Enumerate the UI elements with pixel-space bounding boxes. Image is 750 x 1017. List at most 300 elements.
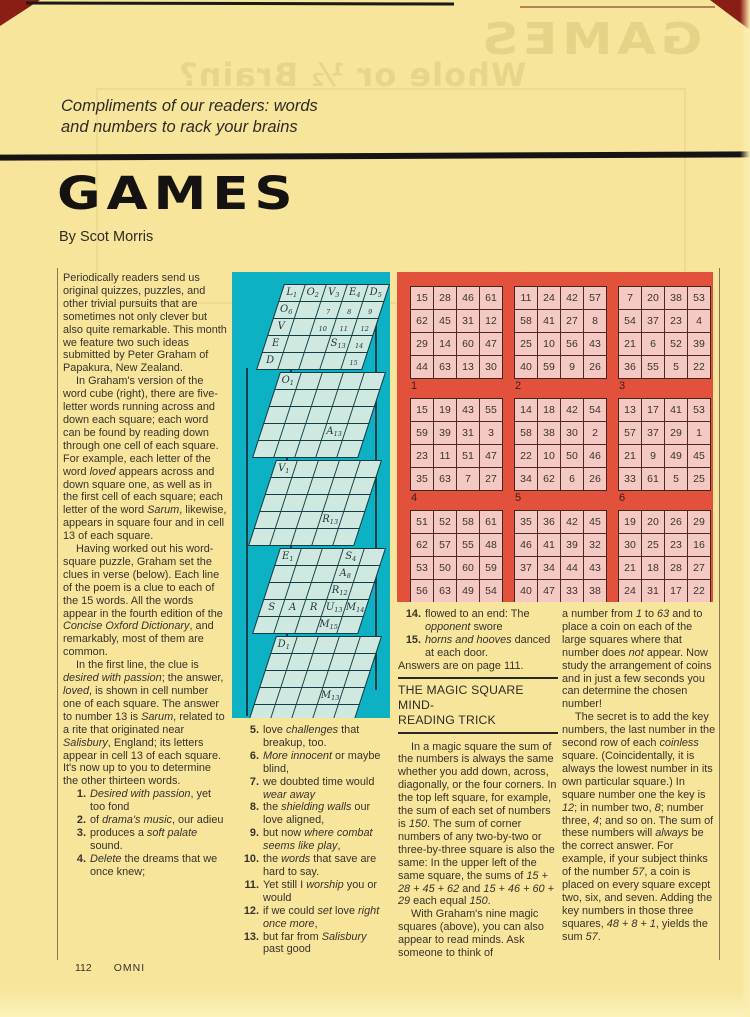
magic-cell: 14: [515, 399, 537, 421]
word-cell: $E_1$: [275, 549, 300, 565]
magic-square-3: [618, 286, 711, 398]
magic-cell: 26: [584, 356, 606, 378]
magic-square-6: [618, 398, 711, 510]
magic-cell: 63: [434, 468, 456, 490]
magic-cell: 46: [584, 445, 606, 467]
magic-cell: 45: [434, 310, 456, 332]
clue-item: [398, 608, 558, 634]
magic-cell: 39: [561, 534, 583, 556]
clue-number: 5.: [249, 724, 259, 736]
magic-cell: 39: [434, 422, 456, 444]
magic-cell: 57: [584, 287, 606, 309]
clue-number: 7.: [249, 775, 259, 788]
magic-cell: 27: [480, 468, 502, 490]
magic-cell: 42: [561, 287, 583, 309]
magic-cell: 28: [434, 287, 456, 309]
page-footer: [75, 962, 145, 974]
byline: By Scot Morris: [59, 229, 154, 245]
word-cell: $S_4$: [338, 549, 363, 565]
magic-cell: 31: [457, 310, 479, 332]
magic-cell: 22: [688, 356, 710, 378]
magic-cell: 55: [457, 534, 479, 556]
cube-frame-line: [246, 368, 248, 716]
clue-number: 11.: [244, 878, 259, 891]
magic-square-grid: [618, 286, 711, 379]
magic-cell: 53: [688, 287, 710, 309]
clue-text: produces a soft palate sound.: [90, 826, 198, 852]
clue-number: 13.: [243, 930, 259, 943]
clue-item: [236, 931, 388, 957]
magic-cell: 63: [434, 356, 456, 378]
magic-cell: 36: [619, 356, 641, 378]
magic-cell: 60: [457, 333, 479, 355]
word-cell: [348, 407, 373, 423]
clue-text: of drama's music, our adieu: [90, 814, 224, 827]
clue-text: Desired with passion, yet too fond: [90, 788, 212, 814]
intro-paragraph: Having worked out his word-square puzzle, Graham set the clues in verse (below). Each line of the poem is a clue to each of the 15 words. All the words appear in the fourth edition of the Concise Oxford Dictionary, and remarkably, most of them are common.: [63, 543, 223, 659]
word-cell: [343, 424, 368, 440]
column-trick: [398, 608, 558, 960]
word-grid-square-1: [256, 284, 390, 370]
games-logo: GAMES: [57, 167, 299, 220]
magic-cell: 33: [619, 468, 641, 490]
magic-square-8: [514, 510, 607, 602]
word-grid-square-5: [248, 636, 382, 718]
magic-cell: 23: [665, 534, 687, 556]
magic-cell: 52: [665, 333, 687, 355]
magic-cell: 5: [665, 356, 687, 378]
magic-cell: 59: [480, 557, 502, 579]
magic-cell: 12: [480, 310, 502, 332]
magic-cell: 26: [665, 511, 687, 533]
column-secret: [562, 608, 719, 944]
magic-cell: 47: [538, 580, 560, 602]
word-cell: 14: [347, 336, 372, 352]
scan-edge-line: [26, 1, 454, 5]
tagline: [61, 96, 318, 138]
magic-cell: 7: [619, 287, 641, 309]
clue-list-5-13: [236, 724, 388, 956]
magic-cell: 61: [480, 511, 502, 533]
word-cell: 8: [337, 302, 362, 318]
magic-cell: 59: [411, 422, 433, 444]
clue-list-14-15: [398, 608, 558, 660]
magic-cell: 49: [665, 445, 687, 467]
magic-cell: 46: [457, 287, 479, 309]
clue-number: 12.: [243, 904, 259, 917]
clue-number: 4.: [76, 852, 86, 865]
trick-paragraph: With Graham's nine magic squares (above), you can also appear to read minds. Ask someone to think of: [398, 908, 544, 960]
column-clues: [236, 724, 388, 956]
word-cell: $U_{13}$: [322, 600, 347, 616]
word-grid-square-4: [252, 548, 386, 634]
magic-cell: 30: [619, 534, 641, 556]
clue-item: [63, 853, 228, 879]
magic-cell: 24: [538, 287, 560, 309]
word-grid-square-3: [248, 460, 382, 546]
clue-number: 9.: [249, 827, 259, 840]
magic-squares-panel: [397, 272, 713, 602]
magic-cell: 11: [515, 287, 537, 309]
word-cell: S: [259, 600, 284, 616]
magic-cell: 61: [642, 468, 664, 490]
magic-square-label: 3: [619, 380, 626, 392]
clue-number: 8.: [249, 801, 259, 814]
page-curl-band: [0, 990, 750, 1017]
word-cell: [344, 495, 369, 511]
heading-rule-bottom: [398, 732, 558, 734]
magic-cell: 54: [480, 580, 502, 602]
magic-square-label: 5: [515, 492, 522, 504]
magic-cell: 29: [411, 333, 433, 355]
magic-cell: 33: [561, 580, 583, 602]
clue-text: we doubted time would wear away: [263, 775, 375, 801]
word-cell: [354, 566, 379, 582]
tagline-line2: and numbers to rack your brains: [61, 118, 298, 136]
magic-cell: 54: [619, 310, 641, 332]
magic-cell: 28: [665, 557, 687, 579]
magic-cell: 37: [642, 422, 664, 444]
clue-text: love challenges that breakup, too.: [263, 724, 360, 749]
magic-square-grid: [514, 510, 607, 602]
word-cell: [339, 512, 364, 528]
magic-cell: 58: [515, 310, 537, 332]
magic-cell: 57: [619, 422, 641, 444]
word-cell: [344, 671, 369, 687]
bleedthrough-games-title: GAMES: [477, 14, 703, 65]
clue-text: the shielding walls our love aligned,: [263, 801, 371, 827]
magic-cell: 30: [561, 422, 583, 444]
magic-cell: 11: [434, 445, 456, 467]
clue-item: [63, 788, 228, 814]
magic-cell: 56: [411, 580, 433, 602]
magic-cell: 53: [688, 399, 710, 421]
clue-number: 10.: [243, 853, 259, 866]
word-cell: $O_6$: [274, 302, 299, 318]
word-cell: $O_1$: [275, 373, 300, 389]
magic-cell: 40: [515, 580, 537, 602]
magic-square-grid: [410, 398, 503, 491]
word-cell: [348, 583, 373, 599]
clue-number: 6.: [249, 749, 259, 762]
magic-square-label: 2: [515, 380, 522, 392]
magic-cell: 43: [584, 333, 606, 355]
word-cell: [350, 478, 375, 494]
magic-cell: 19: [619, 511, 641, 533]
magic-cell: 3: [480, 422, 502, 444]
clue-item: [236, 827, 388, 853]
heading-rule-top: [398, 677, 558, 679]
magic-cell: 34: [538, 557, 560, 579]
magic-cell: 9: [561, 356, 583, 378]
clue-item: [236, 905, 388, 931]
magic-cell: 56: [561, 333, 583, 355]
magic-cell: 2: [584, 422, 606, 444]
magic-cell: 63: [434, 580, 456, 602]
magic-cell: 29: [688, 511, 710, 533]
page-number: 112: [75, 962, 92, 974]
word-cell: $V_3$: [321, 285, 346, 301]
magic-cell: 42: [561, 511, 583, 533]
magic-cell: 44: [411, 356, 433, 378]
magic-squares-grid: [410, 286, 711, 602]
word-cell: [359, 549, 384, 565]
magic-cell: 9: [642, 445, 664, 467]
word-cell: V: [268, 319, 293, 335]
magic-cell: 37: [515, 557, 537, 579]
clue-text: but far from Salisbury past good: [263, 930, 367, 956]
magic-cell: 18: [538, 399, 560, 421]
magic-cell: 17: [642, 399, 664, 421]
word-cube-panel: [232, 272, 390, 718]
word-cell: 15: [341, 353, 366, 369]
word-grid-square-2: [252, 372, 386, 458]
word-cell: [355, 637, 380, 653]
magic-cell: 49: [457, 580, 479, 602]
word-cell: [355, 461, 380, 477]
magic-cell: 5: [665, 468, 687, 490]
magic-cell: 32: [584, 534, 606, 556]
magic-cell: 39: [688, 333, 710, 355]
clue-item: [63, 814, 228, 827]
magic-cell: 20: [642, 287, 664, 309]
clue-text: More innocent or maybe blind,: [263, 749, 381, 775]
secret-paragraph: a number from 1 to 63 and to place a coin on each of the large squares where that number does not appear. Now study the arrangement of coins and in just a few seconds you can determine the chosen number!: [562, 608, 712, 711]
magic-cell: 8: [584, 310, 606, 332]
magic-square-9: [618, 510, 711, 602]
clue-text: but now where combat seems like play,: [263, 827, 373, 853]
magic-cell: 29: [665, 422, 687, 444]
magic-cell: 10: [538, 445, 560, 467]
secret-paragraph: The secret is to add the key numbers, the last number in the second row of each coinless square. (Coincidentally, it is always the lowest number in its own particular square.) In square number one the key is 12; in number two, 8; number three, 4; and so on. The sum of these numbers will always be the correct answer. For example, if your subject thinks of the number 57, a coin is placed on every square except two, six, and seven. Adding the key numbers in those three squares, 48 + 8 + 1, yields the sum 57.: [562, 711, 716, 943]
intro-paragraph: Periodically readers send us original quizzes, puzzles, and other trivial pursuits that are sometimes not only clever but also quite remarkable. This month we feature two such ideas submitted by Peter Graham of Papakura, New Zealand.: [63, 272, 227, 375]
magic-cell: 21: [619, 333, 641, 355]
magic-cell: 27: [561, 310, 583, 332]
magic-square-grid: [618, 398, 711, 491]
clue-item: [236, 750, 388, 776]
magic-cell: 41: [665, 399, 687, 421]
magic-cell: 13: [619, 399, 641, 421]
magic-cell: 42: [561, 399, 583, 421]
column-rule-left: [57, 268, 58, 960]
magic-square-4: [410, 398, 503, 510]
magic-cell: 47: [480, 445, 502, 467]
magic-cell: 51: [411, 511, 433, 533]
magic-cell: 38: [538, 422, 560, 444]
magic-cell: 62: [538, 468, 560, 490]
magic-cell: 55: [642, 356, 664, 378]
magic-square-grid: [514, 286, 607, 379]
magic-cell: 19: [434, 399, 456, 421]
word-cell: $O_2$: [300, 285, 325, 301]
clue-item: [398, 634, 558, 660]
word-cell: $M_{13}$: [318, 688, 343, 704]
scan-edge-line-right: [520, 6, 715, 8]
word-cell: $A_{13}$: [322, 424, 347, 440]
word-cell: $V_1$: [271, 461, 296, 477]
word-cell: [350, 654, 375, 670]
word-cell: $M_{15}$: [316, 617, 341, 633]
magic-cell: 34: [515, 468, 537, 490]
magic-cell: 15: [411, 287, 433, 309]
word-cell: D: [257, 353, 282, 369]
magic-cell: 55: [480, 399, 502, 421]
intro-paragraph: In Graham's version of the word cube (right), there are five-letter words running across and down each square; each word can be found by reading down through one cell of each square. For example, each letter of the word loved appears across and down square one, as well as in the first cell of each square; each letter of the word Sarum, likewise, appears in square four and in cell 13 of each square.: [63, 375, 227, 543]
word-cell: [337, 617, 362, 633]
magic-cell: 20: [642, 511, 664, 533]
clue-text: horns and hooves danced at each door.: [425, 633, 551, 659]
magic-cell: 25: [642, 534, 664, 556]
magic-square-label: 6: [619, 492, 626, 504]
magic-cell: 43: [584, 557, 606, 579]
word-cell: 9: [358, 302, 383, 318]
magic-cell: 54: [584, 399, 606, 421]
column-rule-right: [719, 268, 720, 960]
magic-cell: 47: [480, 333, 502, 355]
magic-cell: 30: [480, 356, 502, 378]
magic-cell: 23: [411, 445, 433, 467]
page-edge-shade: [740, 0, 750, 1017]
magic-cell: 35: [411, 468, 433, 490]
clue-item: [236, 879, 388, 905]
clue-number: 2.: [76, 814, 86, 827]
magic-cell: 50: [561, 445, 583, 467]
magic-cell: 27: [688, 557, 710, 579]
clue-item: [236, 801, 388, 827]
magic-cell: 24: [619, 580, 641, 602]
magic-square-5: [514, 398, 607, 510]
magic-square-label: 4: [411, 492, 418, 504]
magic-cell: 61: [480, 287, 502, 309]
magic-cell: 46: [515, 534, 537, 556]
trick-heading-line1: THE MAGIC SQUARE MIND-: [398, 682, 524, 712]
word-cell: $M_{14}$: [343, 600, 368, 616]
magic-cell: 53: [411, 557, 433, 579]
magic-cell: 40: [515, 356, 537, 378]
word-cell: $D_5$: [363, 285, 388, 301]
magic-cell: 10: [538, 333, 560, 355]
magic-cell: 51: [457, 445, 479, 467]
word-cell: $S_{13}$: [326, 336, 351, 352]
magic-cell: 21: [619, 445, 641, 467]
cube-frame-line: [375, 286, 377, 690]
magic-cell: 48: [480, 534, 502, 556]
clue-number: 15.: [405, 633, 421, 646]
word-cell: E: [263, 336, 288, 352]
magic-cell: 31: [642, 580, 664, 602]
word-cell: $L_1$: [279, 285, 304, 301]
magic-cell: 41: [538, 310, 560, 332]
word-cell: $A_8$: [333, 566, 358, 582]
magic-square-1: [410, 286, 503, 398]
magic-square-grid: [410, 510, 503, 602]
magic-square-label: 1: [411, 380, 418, 392]
magic-cell: 7: [457, 468, 479, 490]
magic-cell: 22: [688, 580, 710, 602]
clue-list-1-4: [63, 788, 228, 878]
clue-number: 3.: [76, 826, 86, 839]
trick-heading: [398, 677, 558, 734]
word-cell: 7: [316, 302, 341, 318]
magic-cell: 15: [411, 399, 433, 421]
word-cell: [354, 390, 379, 406]
word-cell: [333, 705, 358, 718]
magic-square-7: [410, 510, 503, 602]
magic-square-2: [514, 286, 607, 398]
clue-text: Delete the dreams that we once knew;: [90, 852, 218, 878]
magic-cell: 1: [688, 422, 710, 444]
tagline-line1: Compliments of our readers: words: [61, 97, 318, 115]
magic-cell: 23: [665, 310, 687, 332]
column-intro: [63, 272, 228, 879]
word-cell: $D_1$: [271, 637, 296, 653]
magic-cell: 50: [434, 557, 456, 579]
magic-cell: 22: [515, 445, 537, 467]
word-cell: $R_{13}$: [318, 512, 343, 528]
intro-paragraph: In the first line, the clue is desired with passion; the answer, loved, is shown in cell number one of each square. The answer to number 13 is Sarum, related to a rite that originated near Salisbury, England; its letters appear in cell 13 of each square. It's now up to you to determine the other thirteen words.: [63, 659, 225, 788]
magic-cell: 31: [457, 422, 479, 444]
magic-cell: 18: [642, 557, 664, 579]
magic-cell: 25: [515, 333, 537, 355]
magic-cell: 38: [665, 287, 687, 309]
magic-cell: 43: [457, 399, 479, 421]
magic-cell: 45: [688, 445, 710, 467]
magic-cell: 60: [457, 557, 479, 579]
bleedthrough-headline: Whole or ½ Brain?: [178, 56, 527, 94]
magic-cell: 58: [457, 511, 479, 533]
magic-cell: 21: [619, 557, 641, 579]
magic-cell: 62: [411, 310, 433, 332]
clue-item: [236, 724, 388, 750]
magazine-name: OMNI: [113, 962, 146, 974]
magic-square-grid: [410, 286, 503, 379]
magic-cell: 6: [561, 468, 583, 490]
word-cell: $R_{12}$: [327, 583, 352, 599]
clue-text: the words that save are hard to say.: [263, 853, 377, 878]
clue-item: [236, 853, 388, 879]
word-cell: [359, 373, 384, 389]
magic-cell: 17: [665, 580, 687, 602]
magic-cell: 4: [688, 310, 710, 332]
answers-note: Answers are on page 111.: [398, 659, 524, 672]
clue-number: 14.: [405, 608, 421, 620]
magic-cell: 59: [538, 356, 560, 378]
word-cell: 12: [352, 319, 377, 335]
word-cell: R: [301, 600, 326, 616]
magic-cell: 62: [411, 534, 433, 556]
word-cell: [339, 688, 364, 704]
magic-cell: 44: [561, 557, 583, 579]
magic-cell: 26: [584, 468, 606, 490]
trick-paragraph: In a magic square the sum of the numbers is always the same whether you add down, across, diagonally, or the four corners. In the top left square, for example, the sum of each set of numbers is 150. The sum of corner numbers of any two-by-two or three-by-three square is also the same: In the upper left of the same square, the sums of 15 + 28 + 45 + 62 and 15 + 46 + 60 + 29 each equal 150.: [398, 740, 557, 908]
clue-item: [236, 776, 388, 802]
word-cell: [333, 529, 358, 545]
clue-text: flowed to an end: The opponent swore: [425, 608, 530, 633]
magic-cell: 52: [434, 511, 456, 533]
clue-text: Yet still I worship you or would: [263, 878, 378, 904]
clue-number: 1.: [76, 788, 86, 801]
magic-square-grid: [618, 510, 711, 602]
word-cell: 11: [331, 319, 356, 335]
clue-item: [63, 827, 228, 853]
magic-cell: 6: [642, 333, 664, 355]
trick-heading-line2: READING TRICK: [398, 712, 496, 727]
magic-cell: 58: [515, 422, 537, 444]
magic-cell: 45: [584, 511, 606, 533]
magic-cell: 35: [515, 511, 537, 533]
magic-cell: 38: [584, 580, 606, 602]
magic-cell: 13: [457, 356, 479, 378]
